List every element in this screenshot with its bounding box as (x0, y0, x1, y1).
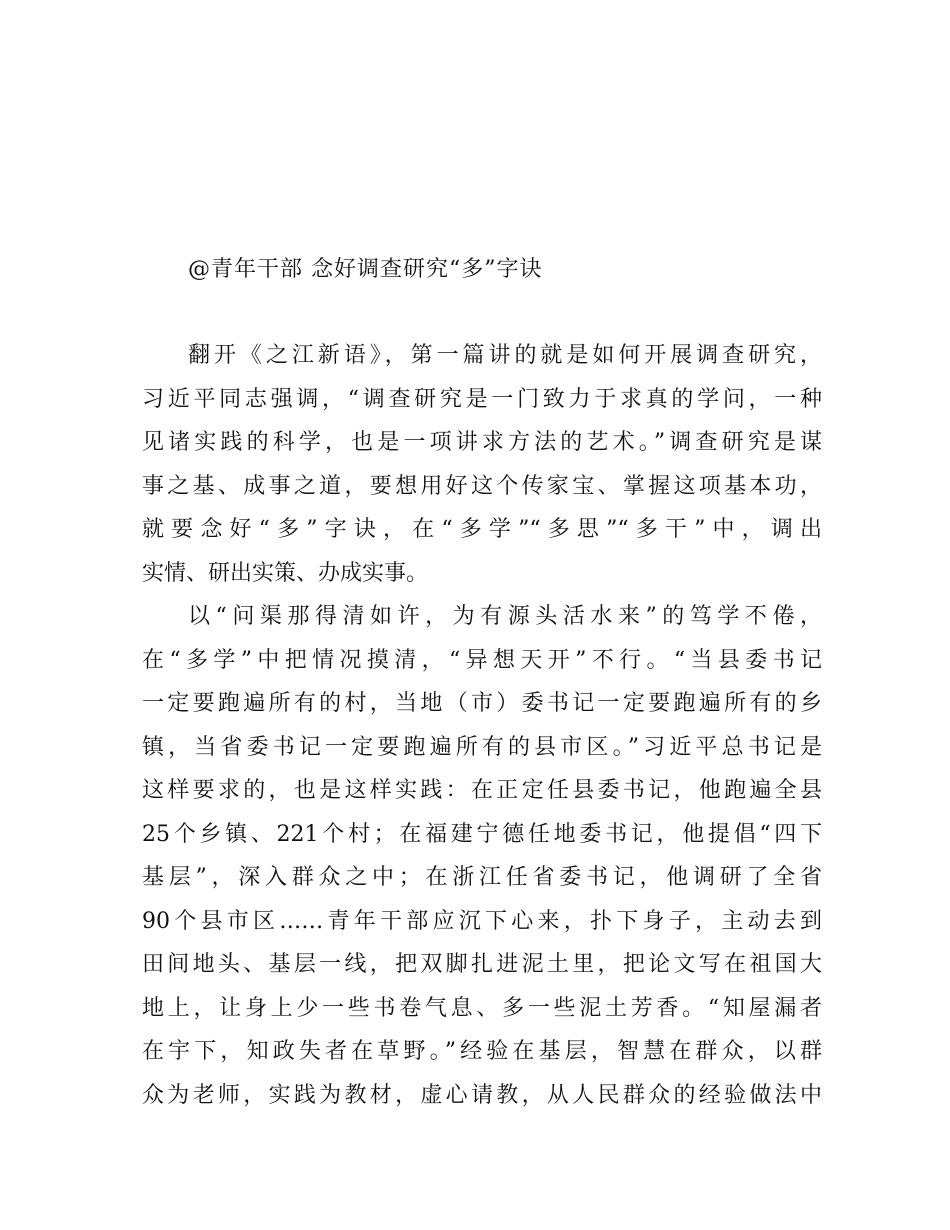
text-line: 众为老师，实践为教材，虚心请教，从人民群众的经验做法中 (142, 1082, 822, 1108)
text-line: 基层”，深入群众之中；在浙江任省委书记，他调研了全省 (142, 865, 822, 890)
paragraph-intro (142, 334, 822, 595)
text-line: 事之基、成事之道，要想用好这个传家宝、掌握这项基本功， (142, 473, 822, 499)
text-line: 90个县市区……青年干部应沉下心来，扑下身子，主动去到 (142, 908, 822, 934)
text-line: 在“多学”中把情况摸清，“异想天开”不行。“当县委书记 (142, 647, 822, 673)
text-line: 实情、研出实策、办成实事。 (142, 560, 429, 586)
text-line: 25个乡镇、221个村；在福建宁德任地委书记，他提倡“四下 (142, 821, 822, 847)
text-line: 翻开《之江新语》，第一篇讲的就是如何开展调查研究， (188, 343, 822, 368)
text-line: 一定要跑遍所有的村，当地（市）委书记一定要跑遍所有的乡 (142, 691, 822, 716)
article-title: @青年干部 念好调查研究“多”字诀 (188, 257, 543, 282)
text-line: 见诸实践的科学，也是一项讲求方法的艺术。”调查研究是谋 (142, 430, 822, 455)
text-line: 以“问渠那得清如许，为有源头活水来”的笃学不倦， (188, 604, 822, 629)
text-line: 镇，当省委书记一定要跑遍所有的县市区。”习近平总书记是 (142, 734, 822, 760)
text-line: 就要念好“多”字诀，在“多学”“多思”“多干”中，调出 (142, 517, 822, 542)
text-line: 在宇下，知政失者在草野。”经验在基层，智慧在群众，以群 (142, 1039, 822, 1064)
text-line: 习近平同志强调，“调查研究是一门致力于求真的学问，一种 (142, 386, 822, 412)
paragraph-study (142, 595, 822, 1117)
text-line: 田间地头、基层一线，把双脚扎进泥土里，把论文写在祖国大 (142, 952, 822, 977)
article-body (142, 334, 822, 1117)
text-line: 地上，让身上少一些书卷气息、多一些泥土芳香。“知屋漏者 (142, 995, 822, 1021)
text-line: 这样要求的，也是这样实践：在正定任县委书记，他跑遍全县 (142, 778, 822, 803)
